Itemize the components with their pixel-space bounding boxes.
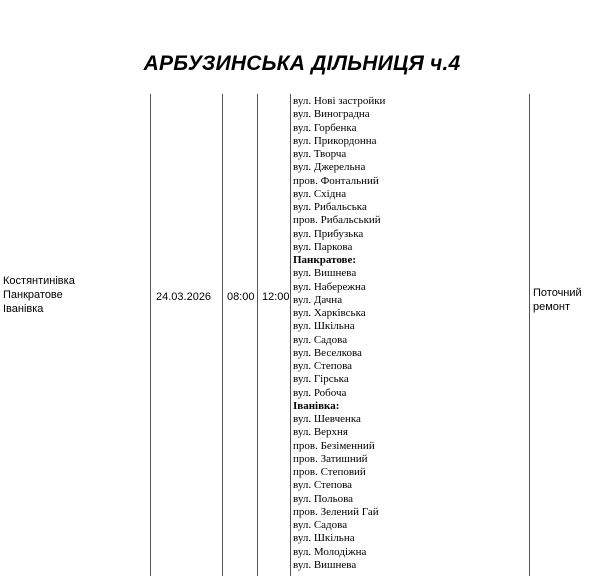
street-item: вул. Степова <box>293 360 353 372</box>
street-item: вул. Шевченка <box>293 413 361 425</box>
table-divider <box>222 94 223 576</box>
page-title: АРБУЗИНСЬКА ДІЛЬНИЦЯ ч.4 <box>143 52 461 75</box>
street-item: вул. Джерельна <box>293 161 366 174</box>
street-item: пров. Затишний <box>293 452 368 465</box>
street-item: вул. Вишнева <box>293 558 357 571</box>
street-item: вул. Дачна <box>293 293 343 306</box>
street-item: вул. Вишнева <box>293 267 357 280</box>
time-end-cell: 12:00 <box>262 291 290 303</box>
street-group-header: Панкратове: <box>293 254 357 266</box>
street-item: пров. Зелений Гай <box>293 505 379 518</box>
street-group-header: Іванівка: <box>293 399 340 412</box>
table-divider <box>257 94 258 576</box>
streets-list <box>293 95 385 572</box>
date-cell: 24.03.2026 <box>156 291 212 303</box>
village-name: Іванівка <box>3 303 44 315</box>
street-item: вул. Садова <box>293 333 348 346</box>
work-type-line: Поточний <box>533 287 582 299</box>
street-item: пров. Фонтальний <box>293 174 379 187</box>
table-divider <box>290 94 291 576</box>
street-item: вул. Шкільна <box>293 320 355 333</box>
street-item: вул. Польова <box>293 492 354 505</box>
street-item: вул. Робоча <box>293 386 347 399</box>
street-item: вул. Східна <box>293 187 347 200</box>
street-item: вул. Садова <box>293 519 348 531</box>
table-divider <box>150 94 151 576</box>
street-item: вул. Виноградна <box>293 108 370 121</box>
village-name: Костянтинівка <box>3 275 75 287</box>
street-item: вул. Гірська <box>293 373 349 386</box>
work-type-line: ремонт <box>533 301 571 313</box>
street-item: вул. Рибальська <box>293 201 367 213</box>
work-type-cell <box>533 286 582 314</box>
village-name: Панкратове <box>3 289 63 301</box>
street-item: вул. Шкільна <box>293 532 355 545</box>
street-item: пров. Степовий <box>293 466 366 478</box>
street-item: вул. Нові застройки <box>293 95 386 107</box>
street-item: вул. Степова <box>293 479 353 492</box>
street-item: вул. Паркова <box>293 240 353 253</box>
table-divider <box>529 94 530 576</box>
street-item: вул. Верхня <box>293 426 348 439</box>
street-item: вул. Прикордонна <box>293 134 377 147</box>
street-item: вул. Молодіжна <box>293 545 367 558</box>
street-item: вул. Прибузька <box>293 227 364 240</box>
street-item: вул. Веселкова <box>293 346 362 359</box>
street-item: вул. Творча <box>293 148 347 160</box>
street-item: вул. Набережна <box>293 280 366 293</box>
time-start-cell: 08:00 <box>227 291 255 303</box>
street-item: пров. Рибальський <box>293 214 381 227</box>
villages-cell <box>3 274 75 316</box>
street-item: вул. Харківська <box>293 307 366 319</box>
street-item: вул. Горбенка <box>293 121 357 134</box>
street-item: пров. Безіменний <box>293 439 375 452</box>
